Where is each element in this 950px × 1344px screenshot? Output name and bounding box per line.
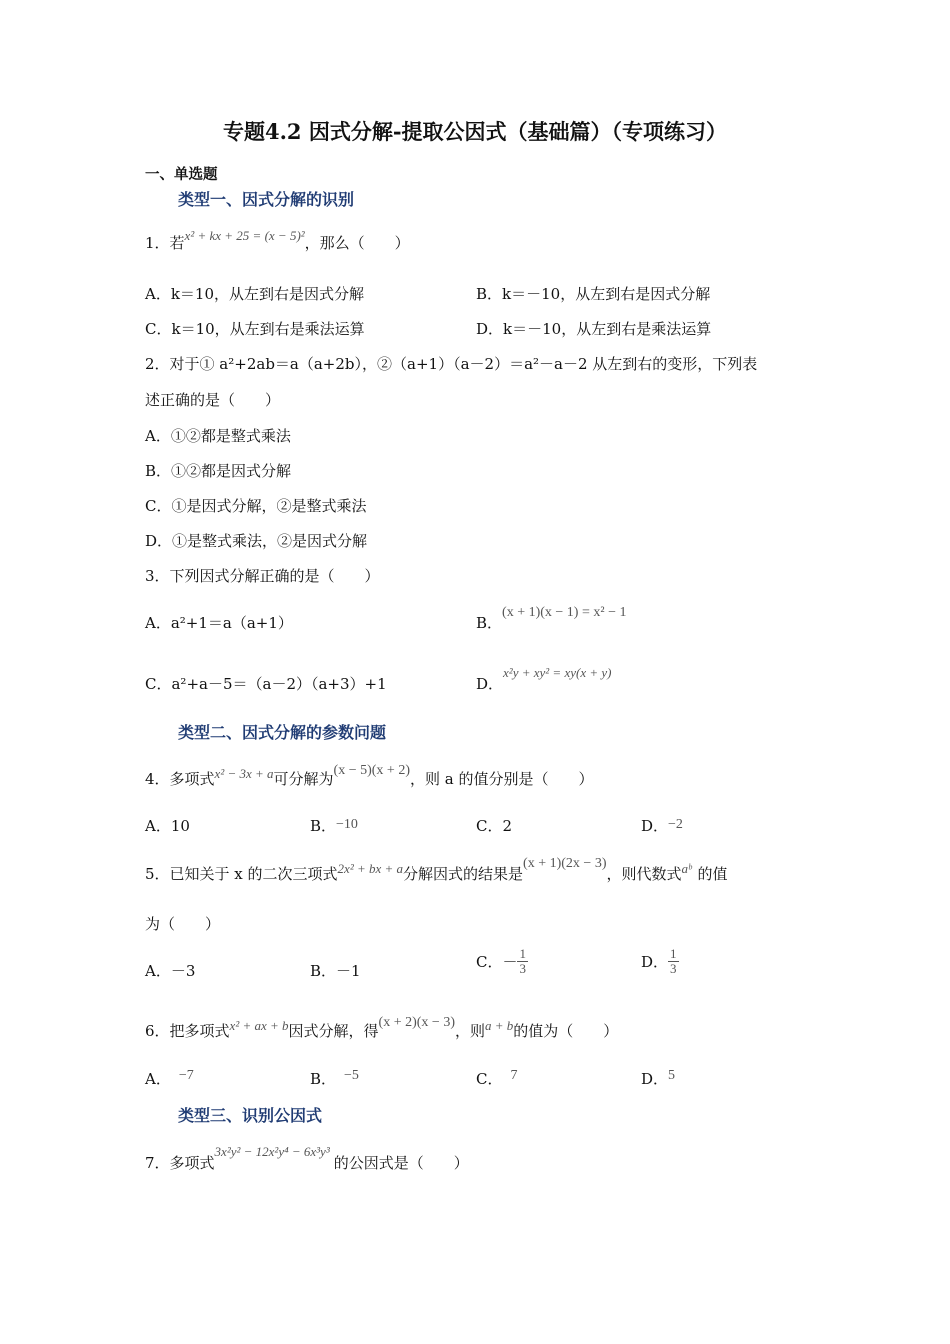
q4-a-label: A．: [145, 817, 171, 835]
q3-option-a[interactable]: [145, 612, 293, 633]
q5-c-label: C．－: [476, 953, 518, 971]
q5-d-numerator: 1: [670, 946, 677, 961]
q3-d-expression: x²y + xy² = xy(x + y): [503, 665, 612, 680]
question-1: [145, 228, 410, 253]
q6-expression-3: a + b: [485, 1018, 514, 1033]
page-title: 专题4.2 因式分解-提取公因式（基础篇）（专项练习）: [222, 119, 728, 144]
q3-c-text: a²+a－5＝（a－2）（a+3）+1: [171, 675, 387, 693]
q1-expression: x² + kx + 25 = (x − 5)²: [184, 228, 305, 243]
q3-a-text: a²+1＝a（a+1）: [170, 614, 293, 632]
type-heading-1: 类型一、因式分解的识别: [178, 190, 355, 209]
q4-number: 4．多项式: [145, 770, 215, 788]
q4-b-value: −10: [336, 817, 358, 832]
q5-tail: 的值: [697, 865, 728, 883]
q6-tail: 的值为（ ）: [513, 1022, 619, 1040]
q4-option-d[interactable]: [641, 815, 683, 836]
q5-c-fraction: [517, 947, 528, 976]
q6-option-c[interactable]: [476, 1068, 517, 1089]
q2-option-b[interactable]: B．①②都是因式分解: [145, 462, 292, 480]
q4-option-b[interactable]: [310, 815, 358, 836]
q5-number: 5．已知关于 x 的二次三项式: [145, 865, 338, 883]
q6-mid: 因式分解，得: [288, 1022, 379, 1040]
q3-a-label: A．: [145, 614, 171, 632]
q6-d-value: 5: [668, 1068, 676, 1083]
q1-option-d[interactable]: D．k＝－10，从左到右是乘法运算: [476, 320, 712, 338]
q2-option-d[interactable]: D．①是整式乘法，②是因式分解: [145, 532, 368, 550]
q6-b-label: B．: [310, 1070, 337, 1088]
question-5: [145, 856, 728, 884]
q3-c-label: C．: [145, 675, 172, 693]
q6-d-label: D．: [641, 1070, 669, 1088]
q4-expression-2: (x − 5)(x + 2): [333, 763, 410, 778]
q5-d-label: D．: [641, 953, 669, 971]
q5-expression-3: aᵇ: [681, 861, 692, 876]
q3-b-label: B．: [476, 614, 503, 632]
q6-number: 6．把多项式: [145, 1022, 230, 1040]
q3-option-d[interactable]: [476, 665, 612, 694]
q6-a-label: A．: [145, 1070, 171, 1088]
q6-a-value: −7: [178, 1068, 194, 1083]
q5-mid2: ，则代数式: [606, 865, 682, 883]
q1-option-a[interactable]: A．k＝10，从左到右是因式分解: [145, 285, 365, 303]
q3-option-b[interactable]: [476, 605, 627, 633]
section-heading: 一、单选题: [145, 166, 218, 183]
q4-expression-1: x² − 3x + a: [214, 766, 274, 781]
q5-expression-2: (x + 1)(2x − 3): [523, 856, 607, 871]
question-7: [145, 1144, 469, 1173]
q4-d-value: −2: [668, 817, 683, 832]
question-4: [145, 763, 594, 789]
q2-option-a[interactable]: A．①②都是整式乘法: [145, 427, 291, 445]
q4-c-label: C．: [476, 817, 503, 835]
q4-tail: ，则 a 的值分别是（ ）: [410, 770, 594, 788]
q1-tail: ，那么（ ）: [304, 234, 410, 252]
q4-option-a[interactable]: [145, 815, 190, 836]
q6-option-d[interactable]: [641, 1068, 675, 1089]
q6-c-value: 7: [510, 1068, 518, 1083]
q4-d-label: D．: [641, 817, 669, 835]
q5-expression-1: 2x² + bx + a: [337, 861, 404, 876]
q7-number: 7．多项式: [145, 1154, 215, 1172]
q6-option-a[interactable]: [145, 1068, 194, 1089]
q5-stem-line2: 为（ ）: [145, 915, 221, 933]
q2-option-c[interactable]: C．①是因式分解，②是整式乘法: [145, 497, 367, 515]
q6-expression-1: x² + ax + b: [229, 1018, 289, 1033]
q7-expression: 3x²y² − 12x²y⁴ − 6x³y³: [214, 1144, 330, 1159]
q1-option-c[interactable]: C．k＝10，从左到右是乘法运算: [145, 320, 365, 338]
q4-mid: 可分解为: [273, 770, 334, 788]
q5-mid: 分解因式的结果是: [403, 865, 524, 883]
question-6: [145, 1015, 619, 1041]
q3-option-c[interactable]: [145, 673, 387, 694]
q6-mid2: ，则: [455, 1022, 486, 1040]
q6-c-label: C．: [476, 1070, 503, 1088]
q5-d-fraction: [668, 947, 679, 976]
q5-option-c[interactable]: [476, 947, 528, 976]
q1-number: 1．若: [145, 234, 185, 252]
q7-tail: 的公因式是（ ）: [333, 1154, 469, 1172]
q4-c-value: 2: [502, 817, 513, 835]
q3-d-label: D．: [476, 675, 504, 693]
q5-option-b[interactable]: B．－1: [310, 962, 361, 980]
q2-stem-line1: 2．对于① a²+2ab＝a（a+2b），②（a+1）（a－2）＝a²－a－2 从左到右的变形，下列表: [145, 355, 758, 373]
type-heading-3: 类型三、识别公因式: [178, 1106, 323, 1125]
q5-c-numerator: 1: [519, 946, 526, 961]
q5-d-denominator: 3: [670, 961, 677, 976]
type-heading-2: 类型二、因式分解的参数问题: [178, 723, 387, 742]
q6-option-b[interactable]: [310, 1068, 359, 1089]
q5-option-a[interactable]: A．－3: [145, 962, 196, 980]
q3-stem: 3．下列因式分解正确的是（ ）: [145, 567, 380, 585]
q5-option-d[interactable]: [641, 947, 679, 976]
q5-c-denominator: 3: [519, 961, 526, 976]
q4-a-value: 10: [170, 817, 190, 835]
q3-b-expression: (x + 1)(x − 1) = x² − 1: [502, 605, 627, 620]
q2-stem-line2: 述正确的是（ ）: [145, 391, 281, 409]
q6-expression-2: (x + 2)(x − 3): [378, 1015, 455, 1030]
q4-option-c[interactable]: [476, 815, 512, 836]
q1-option-b[interactable]: B．k＝－10，从左到右是因式分解: [476, 285, 711, 303]
q6-b-value: −5: [344, 1068, 359, 1083]
q4-b-label: B．: [310, 817, 337, 835]
